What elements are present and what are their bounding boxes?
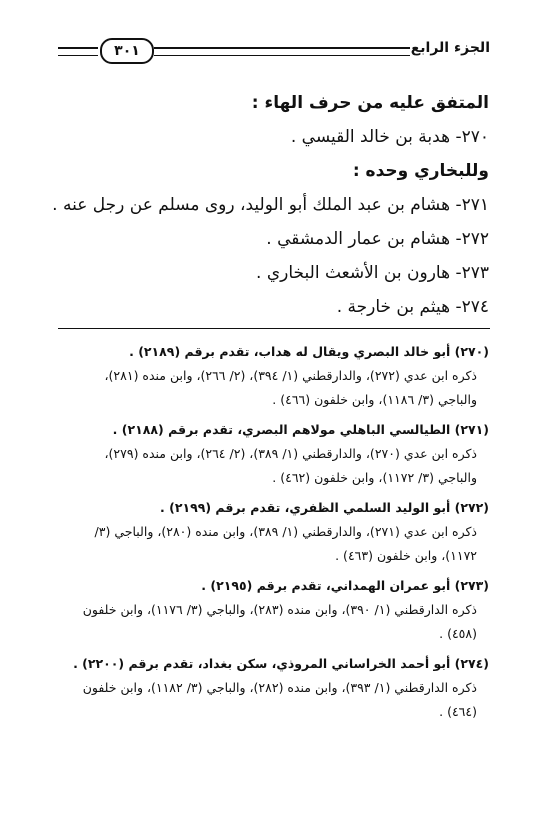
main-text: [49, 86, 489, 324]
footnote-line: ذكره الدارقطني (١/ ٣٩٣)، وابن منده (٢٨٢)، والباجي (٣/ ١١٨٢)، وابن خلفون: [82, 680, 477, 695]
footnote: [51, 340, 489, 412]
entry-line: ٢٧٤- هيثم بن خارجة .: [336, 297, 489, 317]
entry-line: ٢٧٢- هشام بن عمار الدمشقي .: [266, 229, 489, 249]
entry-line: ٢٧٣- هارون بن الأشعث البخاري .: [256, 263, 489, 283]
section-heading: المتفق عليه من حرف الهاء :: [251, 93, 489, 113]
section-heading: وللبخاري وحده :: [352, 161, 489, 181]
page-header: [58, 38, 490, 68]
footnote-title: (٢٧٠) أبو خالد البصري ويقال له هداب، تقدم برقم (٢١٨٩) .: [129, 344, 489, 359]
footnote: [51, 574, 489, 646]
footnote-title: (٢٧٣) أبو عمران الهمداني، تقدم برقم (٢١٩٥) .: [201, 578, 489, 593]
footnote: [51, 496, 489, 568]
footnote-title: (٢٧٢) أبو الوليد السلمي الظفري، تقدم برقم (٢١٩٩) .: [160, 500, 489, 515]
entry-line: ٢٧١- هشام بن عبد الملك أبو الوليد، روى مسلم عن رجل عنه .: [52, 195, 489, 215]
footnote-title: (٢٧١) الطيالسي الباهلي مولاهم البصري، تقدم برقم (٢١٨٨) .: [112, 422, 489, 437]
footnote: [51, 652, 489, 724]
entry-line: ٢٧٠- هدبة بن خالد القيسي .: [290, 127, 489, 147]
footnote-line: والباجي (٣/ ١١٧٢)، وابن خلفون (٤٦٢) .: [272, 470, 477, 485]
footnote-line: ذكره الدارقطني (١/ ٣٩٠)، وابن منده (٢٨٣)، والباجي (٣/ ١١٧٦)، وابن خلفون: [82, 602, 477, 617]
footnote-divider: [58, 328, 490, 329]
footnote-line: ذكره ابن عدي (٢٧٢)، والدارقطني (١/ ٣٩٤)، (٢/ ٢٦٦)، وابن منده (٢٨١)،: [104, 368, 477, 383]
footnote-line: (٤٥٨) .: [439, 626, 477, 641]
footnote-line: ذكره ابن عدي (٢٧١)، والدارقطني (١/ ٣٨٩)، وابن منده (٢٨٠)، والباجي (٣/: [94, 524, 477, 539]
header-rule-end: [58, 47, 98, 56]
page-number-badge: ٣٠١: [100, 38, 154, 64]
footnote: [51, 418, 489, 490]
footnote-line: (٤٦٤) .: [439, 704, 477, 719]
header-rule: [154, 47, 410, 56]
footnote-line: ١١٧٢)، وابن خلفون (٤٦٣) .: [335, 548, 477, 563]
footnotes: [51, 340, 489, 730]
footnote-line: ذكره ابن عدي (٢٧٠)، والدارقطني (١/ ٣٨٩)، (٢/ ٢٦٤)، وابن منده (٢٧٩)،: [104, 446, 477, 461]
footnote-title: (٢٧٤) أبو أحمد الخراساني المروذي، سكن بغداد، تقدم برقم (٢٢٠٠) .: [73, 656, 489, 671]
running-title: الجزء الرابع: [410, 40, 490, 56]
footnote-line: والباجي (٣/ ١١٨٦)، وابن خلفون (٤٦٦) .: [272, 392, 477, 407]
